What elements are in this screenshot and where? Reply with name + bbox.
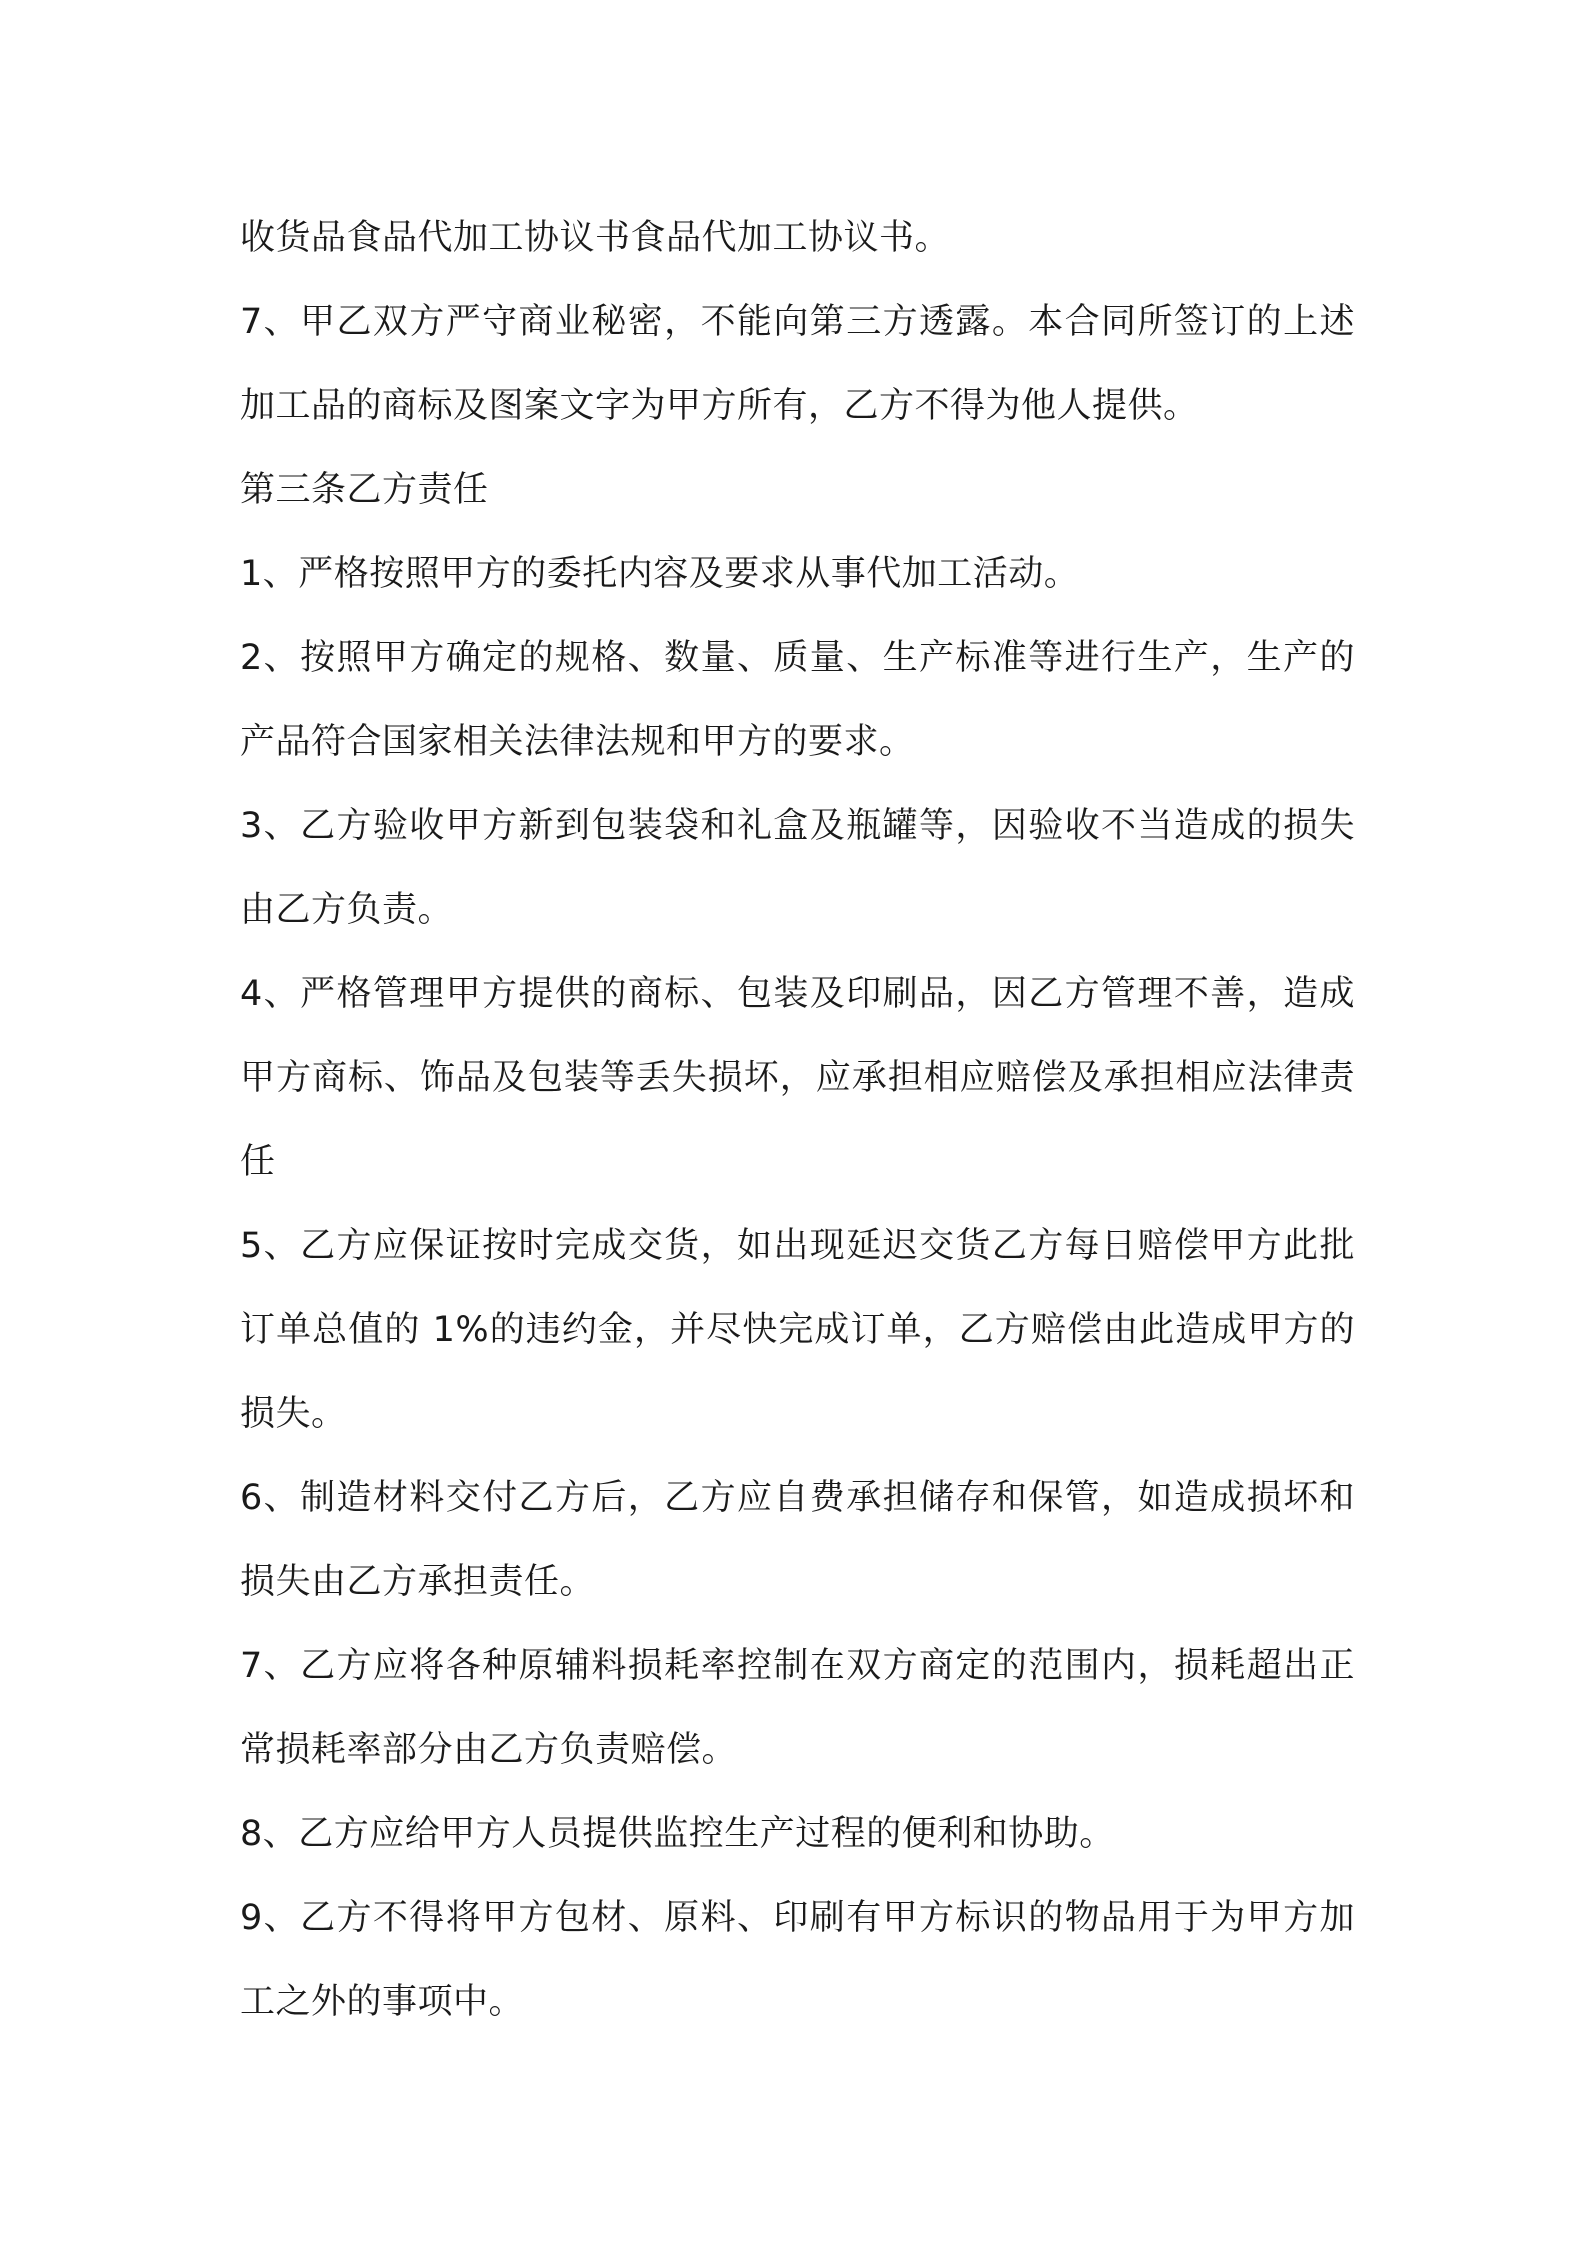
- clause-b-7: 7、乙方应将各种原辅料损耗率控制在双方商定的范围内，损耗超出正常损耗率部分由乙方负责赔偿。: [240, 1646, 1355, 1770]
- clause-b-8: 8、乙方应给甲方人员提供监控生产过程的便利和协助。: [240, 1814, 1115, 1854]
- clause-b-6: 6、制造材料交付乙方后，乙方应自费承担储存和保管，如造成损坏和损失由乙方承担责任。: [240, 1478, 1355, 1602]
- clause-b-4: 4、严格管理甲方提供的商标、包装及印刷品，因乙方管理不善，造成甲方商标、饰品及包装等丢失损坏，应承担相应赔偿及承担相应法律责任: [240, 974, 1355, 1182]
- clause-b-1: 1、严格按照甲方的委托内容及要求从事代加工活动。: [240, 554, 1080, 594]
- clause-b-5: 5、乙方应保证按时完成交货，如出现延迟交货乙方每日赔偿甲方此批订单总值的 1%的违约金，并尽快完成订单，乙方赔偿由此造成甲方的损失。: [240, 1226, 1355, 1434]
- clause-b-2: 2、按照甲方确定的规格、数量、质量、生产标准等进行生产，生产的产品符合国家相关法律法规和甲方的要求。: [240, 638, 1355, 762]
- clause-b-9: 9、乙方不得将甲方包材、原料、印刷有甲方标识的物品用于为甲方加工之外的事项中。: [240, 1898, 1355, 2022]
- document-body: [240, 196, 1355, 2044]
- paragraph-continuation: 收货品食品代加工协议书食品代加工协议书。: [240, 218, 951, 258]
- clause-b-3: 3、乙方验收甲方新到包装袋和礼盒及瓶罐等，因验收不当造成的损失由乙方负责。: [240, 806, 1355, 930]
- section-heading-party-b-responsibility: 第三条乙方责任: [240, 470, 489, 510]
- clause-7-confidentiality: 7、甲乙双方严守商业秘密，不能向第三方透露。本合同所签订的上述加工品的商标及图案文字为甲方所有，乙方不得为他人提供。: [240, 302, 1355, 426]
